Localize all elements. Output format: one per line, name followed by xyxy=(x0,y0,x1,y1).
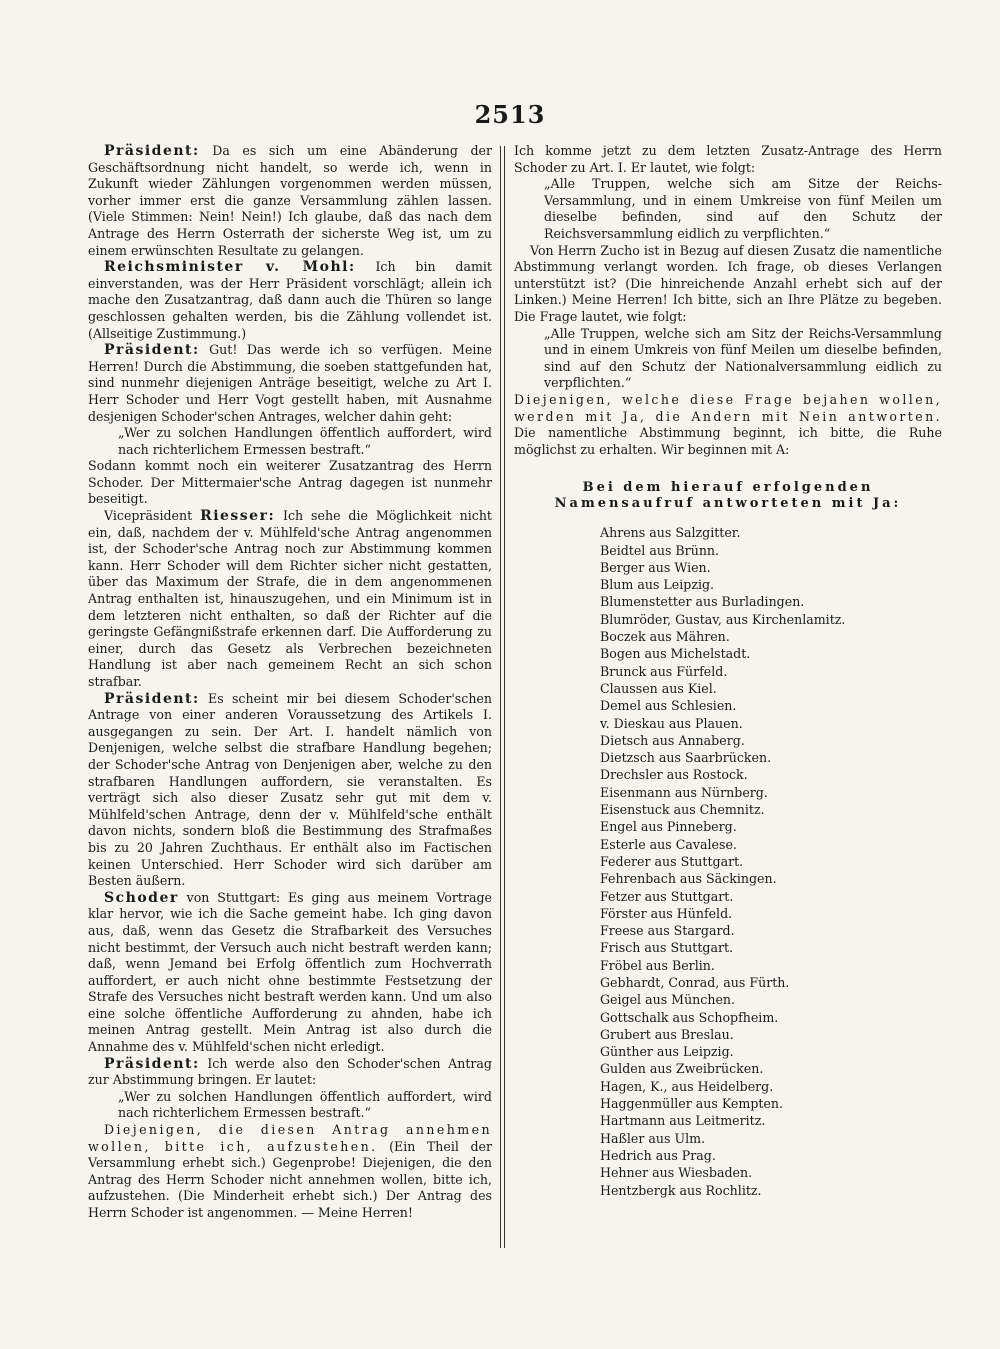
list-item: Geigel aus München. xyxy=(600,992,736,1008)
speaker-name: Reichsminister v. Mohl: xyxy=(104,259,356,276)
paragraph xyxy=(88,259,492,342)
list-item: Brunck aus Fürfeld. xyxy=(600,663,728,679)
paragraph-text: Ich komme jetzt zu dem letzten Zusatz-Antrage des Herrn Schoder zu Art. I. Er lautet, wie folgt: xyxy=(514,143,942,175)
quote-paragraph: „Alle Truppen, welche sich am Sitz der Reichs-Versammlung und in einem Umkreis von fünf Meilen um dieselbe befinden, sind auf den Schutz der Nationalversammlung eidlich zu verpflichten.“ xyxy=(544,325,942,391)
list-item: Hedrich aus Prag. xyxy=(600,1147,716,1163)
roll-call-heading: Bei dem hierauf erfolgenden Namensaufruf antworteten mit Ja: xyxy=(554,480,902,512)
list-item: Blum aus Leipzig. xyxy=(600,577,715,593)
list-item: Haßler aus Ulm. xyxy=(600,1130,706,1146)
list-item: Eisenstuck aus Chemnitz. xyxy=(600,802,765,818)
list-item: Gebhardt, Conrad, aus Fürth. xyxy=(600,975,790,990)
paragraph-text: Sodann kommt noch ein weiterer Zusatzantrag des Herrn Schoder. Der Mittermaier'sche Antrag dagegen ist nunmehr beseitigt. xyxy=(88,458,492,507)
speaker-title: Vicepräsident xyxy=(104,508,201,524)
paragraph xyxy=(88,508,492,691)
paragraph-text: Da es sich um eine Abänderung der Geschäftsordnung nicht handelt, so werde ich, wenn in Zukunft wieder Zählungen vorgenommen werden müssen, vorher immer erst die ganze Versammlung zählen lassen. (Viele Stimmen: Nein! Nein!) Ich glaube, daß das nach dem Antrage des Herrn Osterrath der sicherste Weg ist, um zu einem erwünschten Resultate zu gelangen. xyxy=(88,143,492,258)
paragraph-text: Ich werde also den Schoder'schen Antrag zur Abstimmung bringen. Er lautet: xyxy=(88,1055,492,1088)
list-item: v. Dieskau aus Plauen. xyxy=(600,715,743,731)
list-item: Hagen, K., aus Heidelberg. xyxy=(600,1078,774,1094)
list-item: Drechsler aus Rostock. xyxy=(600,767,748,783)
paragraph-text: von Stuttgart: Es ging aus meinem Vortrage klar hervor, wie ich die Sache gemeint habe. Ich ging davon aus, daß, wenn das Gesetz die Strafbarkeit des Versuches nicht bestimmt, der Versuch auch nicht bestraft werden kann; daß, wenn Jemand bei Erfolg öffentlich zum Hochverrath auffordert, er auch nicht ohne bestimmte Festsetzung der Strafe des Versuches nicht bestraft werden kann. Und um also eine solche öffentliche Aufforderung zu ahnden, habe ich meinen Antrag gestellt. Mein Antrag ist also durch die Annahme des v. Mühlfeld'schen nicht erledigt. xyxy=(88,889,492,1055)
paragraph-text: Von Herrn Zucho ist in Bezug auf diesen Zusatz die namentliche Abstimmung verlangt worden. Ich frage, ob dieses Verlangen unterstützt ist? (Die hinreichende Anzahl erhebt sich auf der Linken.) Meine Herren! Ich bitte, sich an Ihre Plätze zu begeben. Die Frage lautet, wie folgt: xyxy=(514,242,942,324)
paragraph xyxy=(88,890,492,1056)
list-item: Eisenmann aus Nürnberg. xyxy=(600,784,768,800)
paragraph xyxy=(88,458,492,508)
list-item: Hartmann aus Leitmeritz. xyxy=(600,1113,766,1129)
list-item: Hentzbergk aus Rochlitz. xyxy=(600,1182,762,1198)
paragraph xyxy=(88,143,492,259)
paragraph xyxy=(514,392,942,458)
right-column-text xyxy=(514,143,942,458)
spaced-text: Diejenigen, welche diese Frage bejahen wollen, werden mit Ja, die Andern mit Nein antworten. xyxy=(514,391,942,424)
left-column xyxy=(88,143,492,1222)
list-item: Haggenmüller aus Kempten. xyxy=(600,1096,784,1112)
paragraph-text: Die namentliche Abstimmung beginnt, ich bitte, die Ruhe möglichst zu erhalten. Wir beginnen mit A: xyxy=(514,425,942,457)
list-item: Federer aus Stuttgart. xyxy=(600,853,744,869)
list-item: Gulden aus Zweibrücken. xyxy=(600,1061,764,1077)
speaker-name: Präsident: xyxy=(104,342,200,359)
list-item: Dietsch aus Annaberg. xyxy=(600,732,745,748)
names-list xyxy=(600,524,942,1199)
paragraph xyxy=(88,1122,492,1222)
list-item: Engel aus Pinneberg. xyxy=(600,819,737,835)
right-column xyxy=(514,143,942,1199)
quote-paragraph: „Wer zu solchen Handlungen öffentlich auffordert, wird nach richterlichem Ermessen bestraft.“ xyxy=(118,425,492,457)
list-item: Esterle aus Cavalese. xyxy=(600,836,737,852)
list-item: Fetzer aus Stuttgart. xyxy=(600,888,734,904)
list-item: Berger aus Wien. xyxy=(600,559,711,575)
column-divider xyxy=(500,146,505,1248)
list-item: Frisch aus Stuttgart. xyxy=(600,940,734,956)
paragraph xyxy=(514,243,942,326)
speaker-name: Riesser: xyxy=(200,508,276,525)
list-item: Bogen aus Michelstadt. xyxy=(600,646,751,662)
list-item: Ahrens aus Salzgitter. xyxy=(600,525,741,541)
paragraph-text: Es scheint mir bei diesem Schoder'schen Antrage von einer anderen Voraussetzung des Artikels I. ausgegangen zu sein. Der Art. I. handelt nämlich von Denjenigen, welche selbst die strafbare Handlung begehen; der Schoder'sche Antrag von Denjenigen aber, welche zu den strafbaren Handlungen auffordern, sie veranstalten. Es verträgt sich also dieser Zusatz sehr gut mit dem v. Mühlfeld'schen Antrage, denn der v. Mühlfeld'sche enthält davon nichts, sondern bloß die Bestimmung des Strafmaßes bis zu 20 Jahren Zuchthaus. Er enthält also im Factischen keinen Unterschied. Herr Schoder wird sich darüber am Besten äußern. xyxy=(88,690,492,889)
list-item: Fröbel aus Berlin. xyxy=(600,957,715,973)
paragraph xyxy=(88,691,492,890)
list-item: Freese aus Stargard. xyxy=(600,923,735,939)
list-item: Claussen aus Kiel. xyxy=(600,680,717,696)
list-item: Förster aus Hünfeld. xyxy=(600,905,733,921)
spaced-text: Diejenigen, die diesen Antrag annehmen wollen, bitte ich, aufzustehen. xyxy=(88,1122,492,1154)
paragraph xyxy=(88,1056,492,1089)
list-item: Gottschalk aus Schopfheim. xyxy=(600,1009,779,1025)
quote-paragraph: „Wer zu solchen Handlungen öffentlich auffordert, wird nach richterlichem Ermessen bestraft.“ xyxy=(118,1088,492,1121)
speaker-name: Präsident: xyxy=(104,1055,200,1072)
list-item: Fehrenbach aus Säckingen. xyxy=(600,871,777,887)
list-item: Demel aus Schlesien. xyxy=(600,698,737,714)
paragraph-text: Ich bin damit einverstanden, was der Herr Präsident vorschlägt; allein ich mache den Zusatzantrag, daß dann auch die Thüren so lange geschlossen gehalten werden, bis die Zählung vollendet ist. (Allseitige Zustimmung.) xyxy=(88,259,492,341)
speaker-name: Präsident: xyxy=(104,143,200,159)
list-item: Beidtel aus Brünn. xyxy=(600,542,720,558)
quote-paragraph: „Alle Truppen, welche sich am Sitze der Reichs-Versammlung, und in einem Umkreise von fünf Meilen um dieselbe befinden, sind auf den Schutz der Reichsversammlung eidlich zu verpflichten.“ xyxy=(544,176,942,241)
list-item: Boczek aus Mähren. xyxy=(600,629,730,645)
speaker-name: Schoder xyxy=(104,889,179,906)
speaker-name: Präsident: xyxy=(104,690,200,707)
page-number: 2513 xyxy=(474,100,546,129)
paragraph-text: Ich sehe die Möglichkeit nicht ein, daß, nachdem der v. Mühlfeld'sche Antrag angenommen ist, der Schoder'sche Antrag noch zur Abstimmung kommen kann. Herr Schoder will dem Richter sicher nicht gestatten, über das Maximum der Strafe, die in dem angenommenen Antrag enthalten ist, hinauszugehen, und ein Minimum ist in dem letzteren nicht enthalten, so daß der Richter auf die geringste Gefängnißstrafe erkennen darf. Die Aufforderung zu einer, durch das Gesetz als Verbrechen bezeichneten Handlung ist aber nach gemeinem Recht an sich schon strafbar. xyxy=(88,508,492,689)
list-item: Grubert aus Breslau. xyxy=(600,1026,734,1042)
paragraph-text: (Ein Theil der Versammlung erhebt sich.) Gegenprobe! Diejenigen, die den Antrag des Herrn Schoder nicht annehmen wollen, bitte ich, aufzustehen. (Die Minderheit erhebt sich.) Der Antrag des Herrn Schoder ist angenommen. — Meine Herren! xyxy=(88,1138,492,1220)
list-item: Dietzsch aus Saarbrücken. xyxy=(600,750,772,766)
paragraph xyxy=(514,143,942,176)
list-item: Blumenstetter aus Burladingen. xyxy=(600,594,805,610)
list-item: Blumröder, Gustav, aus Kirchenlamitz. xyxy=(600,611,846,627)
list-item: Günther aus Leipzig. xyxy=(600,1044,734,1060)
paragraph xyxy=(88,342,492,425)
list-item: Hehner aus Wiesbaden. xyxy=(600,1165,753,1181)
paragraph-text: Gut! Das werde ich so verfügen. Meine Herren! Durch die Abstimmung, die soeben stattgefunden hat, sind nunmehr diejenigen Anträge beseitigt, welche zu Art I. Herr Schoder und Herr Vogt gestellt haben, mit Ausnahme desjenigen Schoder'schen Antrages, welcher dahin geht: xyxy=(88,342,492,424)
